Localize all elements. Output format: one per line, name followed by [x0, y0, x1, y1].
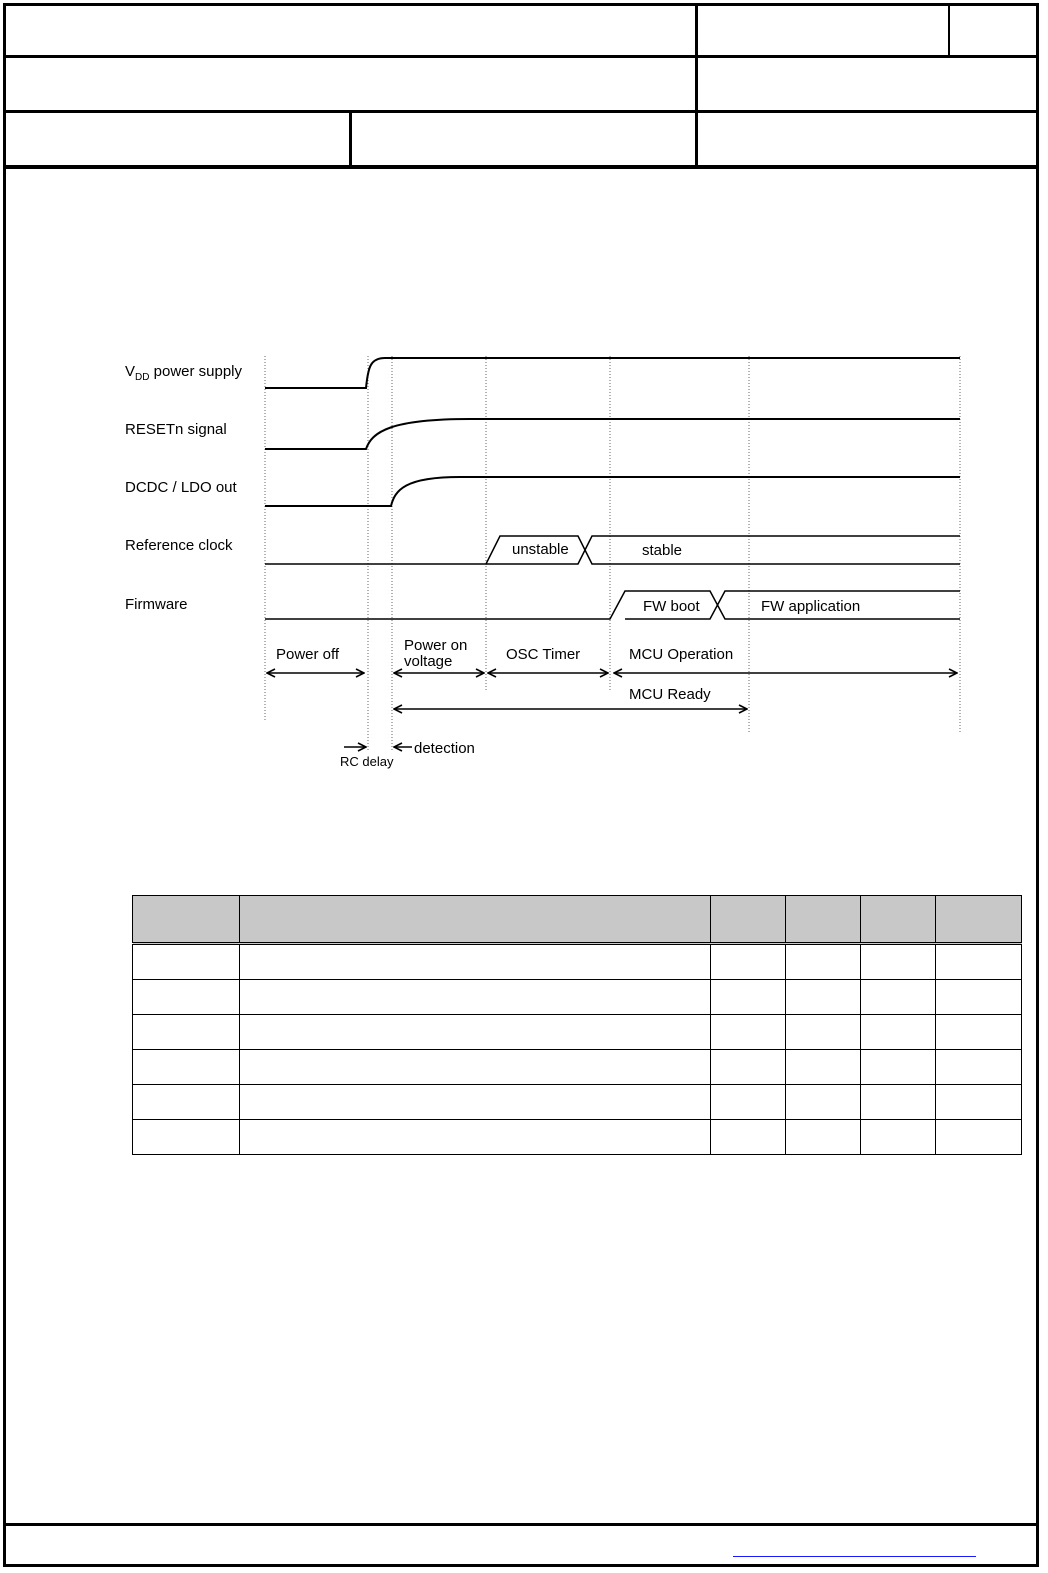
signal-label-refclk: Reference clock	[125, 537, 233, 554]
signal-label-dcdc: DCDC / LDO out	[125, 479, 237, 496]
table-cell	[711, 1015, 786, 1050]
table-cell	[711, 1120, 786, 1155]
table-cell	[240, 980, 711, 1015]
table-header-cell	[936, 896, 1022, 944]
phase-mcu-ready: MCU Ready	[629, 686, 711, 703]
table-cell	[133, 1085, 240, 1120]
table-cell	[786, 1050, 861, 1085]
table-cell	[240, 1015, 711, 1050]
waveform-vdd	[265, 358, 960, 388]
table-header-row	[133, 896, 1022, 944]
time-guides	[265, 356, 960, 752]
state-fw-application: FW application	[761, 598, 861, 615]
table-cell	[786, 980, 861, 1015]
spec-table	[132, 895, 1022, 1155]
table-cell	[711, 1085, 786, 1120]
phase-power-on-voltage-line1: Power on	[404, 637, 468, 654]
table-cell	[861, 1120, 936, 1155]
table-row	[133, 1085, 1022, 1120]
table-cell	[936, 1015, 1022, 1050]
table-cell	[861, 980, 936, 1015]
phase-power-off: Power off	[276, 646, 340, 663]
table-row	[133, 980, 1022, 1015]
phase-detection: detection	[414, 740, 475, 757]
table-cell	[936, 1120, 1022, 1155]
table-cell	[133, 944, 240, 980]
table-cell	[936, 944, 1022, 980]
phase-osc-timer: OSC Timer	[506, 646, 581, 663]
table-cell	[786, 1120, 861, 1155]
table-cell	[786, 944, 861, 980]
signal-label-firmware: Firmware	[125, 596, 188, 613]
signal-label-vdd: $V_{DD}$ power supply	[125, 363, 243, 383]
table-cell	[133, 1050, 240, 1085]
table-cell	[711, 980, 786, 1015]
table-cell	[133, 1015, 240, 1050]
table-cell	[240, 1050, 711, 1085]
phase-mcu-operation: MCU Operation	[629, 646, 734, 663]
footer-link-underline[interactable]	[733, 1556, 976, 1557]
table-row	[133, 944, 1022, 980]
phase-rc-delay: RC delay	[340, 754, 394, 769]
table-cell	[861, 1050, 936, 1085]
table-cell	[861, 1015, 936, 1050]
waveform-refclk	[265, 536, 960, 564]
table-row	[133, 1015, 1022, 1050]
phase-power-on-voltage-line2: voltage	[404, 653, 453, 670]
table-header-cell	[861, 896, 936, 944]
table-header-cell	[786, 896, 861, 944]
table-cell	[240, 1085, 711, 1120]
table-cell	[786, 1015, 861, 1050]
table-cell	[711, 944, 786, 980]
table-row	[133, 1050, 1022, 1085]
state-fw-boot: FW boot	[643, 598, 700, 615]
state-stable: stable	[642, 542, 683, 559]
state-unstable: unstable	[512, 541, 569, 558]
table-cell	[861, 1085, 936, 1120]
table-cell	[240, 1120, 711, 1155]
table-header-cell	[240, 896, 711, 944]
table-cell	[786, 1085, 861, 1120]
signal-label-resetn: RESETn signal	[125, 421, 227, 438]
table-cell	[936, 1050, 1022, 1085]
table-cell	[861, 944, 936, 980]
table-cell	[936, 980, 1022, 1015]
table-cell	[240, 944, 711, 980]
table-cell	[133, 980, 240, 1015]
footer-divider	[3, 1523, 1039, 1526]
table-cell	[936, 1085, 1022, 1120]
waveform-dcdc	[265, 477, 960, 506]
table-cell	[133, 1120, 240, 1155]
waveform-resetn	[265, 419, 960, 449]
table-row	[133, 1120, 1022, 1155]
table-header-cell	[711, 896, 786, 944]
table-header-cell	[133, 896, 240, 944]
table-cell	[711, 1050, 786, 1085]
